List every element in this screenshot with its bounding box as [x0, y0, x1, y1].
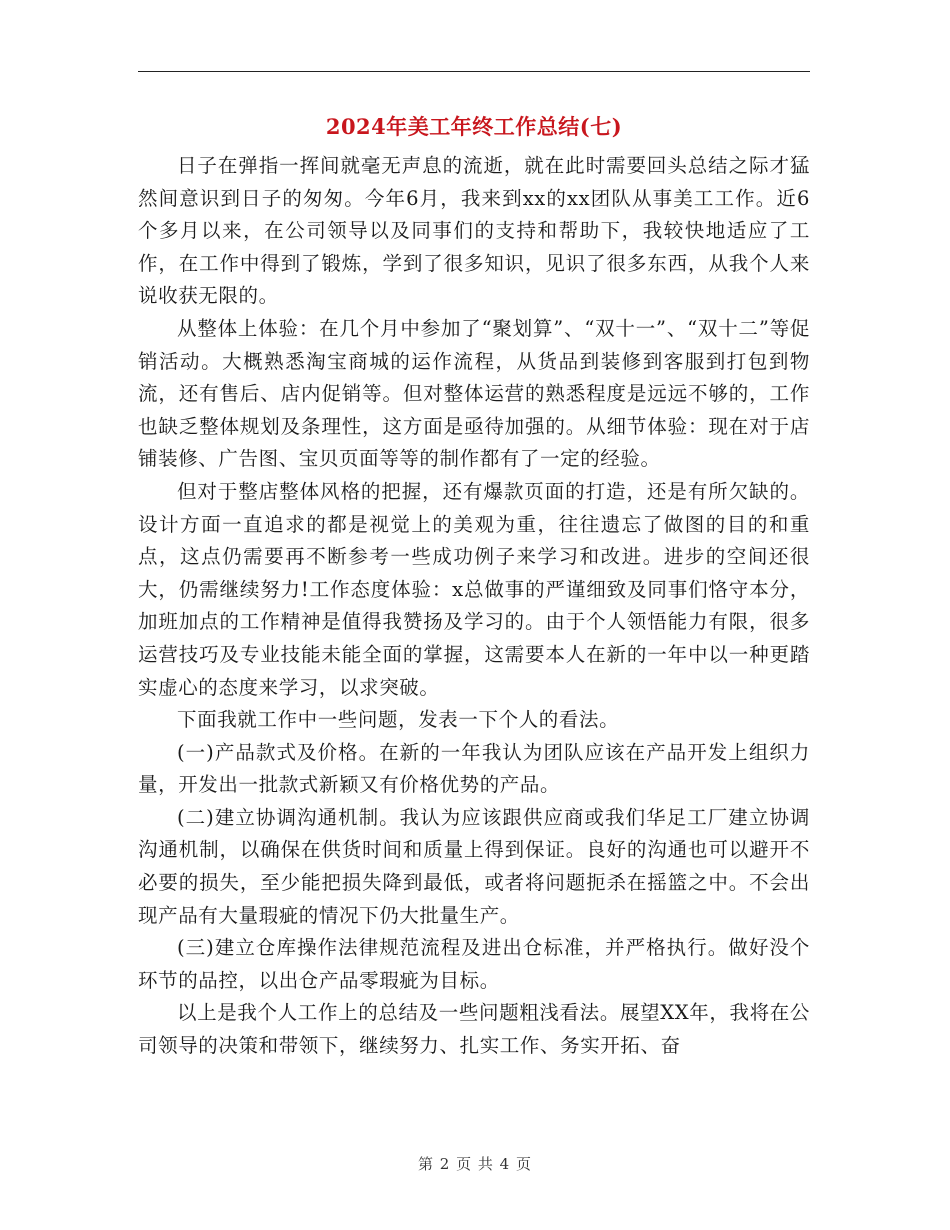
- body-paragraph-6: (二)建立协调沟通机制。我认为应该跟供应商或我们华足工厂建立协调沟通机制，以确保在供货时间和质量上得到保证。良好的沟通也可以避开不必要的损失，至少能把损失降到最低，或者将问题扼杀在摇篮之中。不会出现产品有大量瑕疵的情况下仍大批量生产。: [138, 805, 810, 927]
- body-paragraph-3: 但对于整店整体风格的把握，还有爆款页面的打造，还是有所欠缺的。设计方面一直追求的都是视觉上的美观为重，往往遗忘了做图的目的和重点，这点仍需要再不断参考一些成功例子来学习和改进。进步的空间还很大，仍需继续努力!工作态度体验：x总做事的严谨细致及同事们恪守本分，加班加点的工作精神是值得我赞扬及学习的。由于个人领悟能力有限，很多运营技巧及专业技能未能全面的掌握，这需要本人在新的一年中以一种更踏实虚心的态度来学习，以求突破。: [138, 479, 810, 699]
- header-rule: [138, 71, 810, 72]
- body-paragraph-1: 日子在弹指一挥间就毫无声息的流逝，就在此时需要回头总结之际才猛然间意识到日子的匆匆。今年6月，我来到xx的xx团队从事美工工作。近6个多月以来，在公司领导以及同事们的支持和帮助下，我较快地适应了工作，在工作中得到了锻炼，学到了很多知识，见识了很多东西，从我个人来说收获无限的。: [138, 154, 810, 308]
- page-number-footer: 第 2 页 共 4 页: [418, 1155, 532, 1173]
- body-paragraph-5: (一)产品款式及价格。在新的一年我认为团队应该在产品开发上组织力量，开发出一批款式新颖又有价格优势的产品。: [138, 740, 810, 797]
- body-paragraph-8: 以上是我个人工作上的总结及一些问题粗浅看法。展望XX年，我将在公司领导的决策和带领下，继续努力、扎实工作、务实开拓、奋: [138, 1001, 810, 1058]
- body-paragraph-2: 从整体上体验：在几个月中参加了“聚划算”、“双十一”、“双十二”等促销活动。大概熟悉淘宝商城的运作流程，从货品到装修到客服到打包到物流，还有售后、店内促销等。但对整体运营的熟悉程度是远远不够的，工作也缺乏整体规划及条理性，这方面是亟待加强的。从细节体验：现在对于店铺装修、广告图、宝贝页面等等的制作都有了一定的经验。: [138, 316, 810, 471]
- body-paragraph-7: (三)建立仓库操作法律规范流程及进出仓标准，并严格执行。做好没个环节的品控，以出仓产品零瑕疵为目标。: [138, 936, 810, 992]
- document-body: [138, 150, 810, 1063]
- document-title: 2024年美工年终工作总结(七): [325, 114, 623, 139]
- body-paragraph-4: 下面我就工作中一些问题，发表一下个人的看法。: [177, 708, 620, 732]
